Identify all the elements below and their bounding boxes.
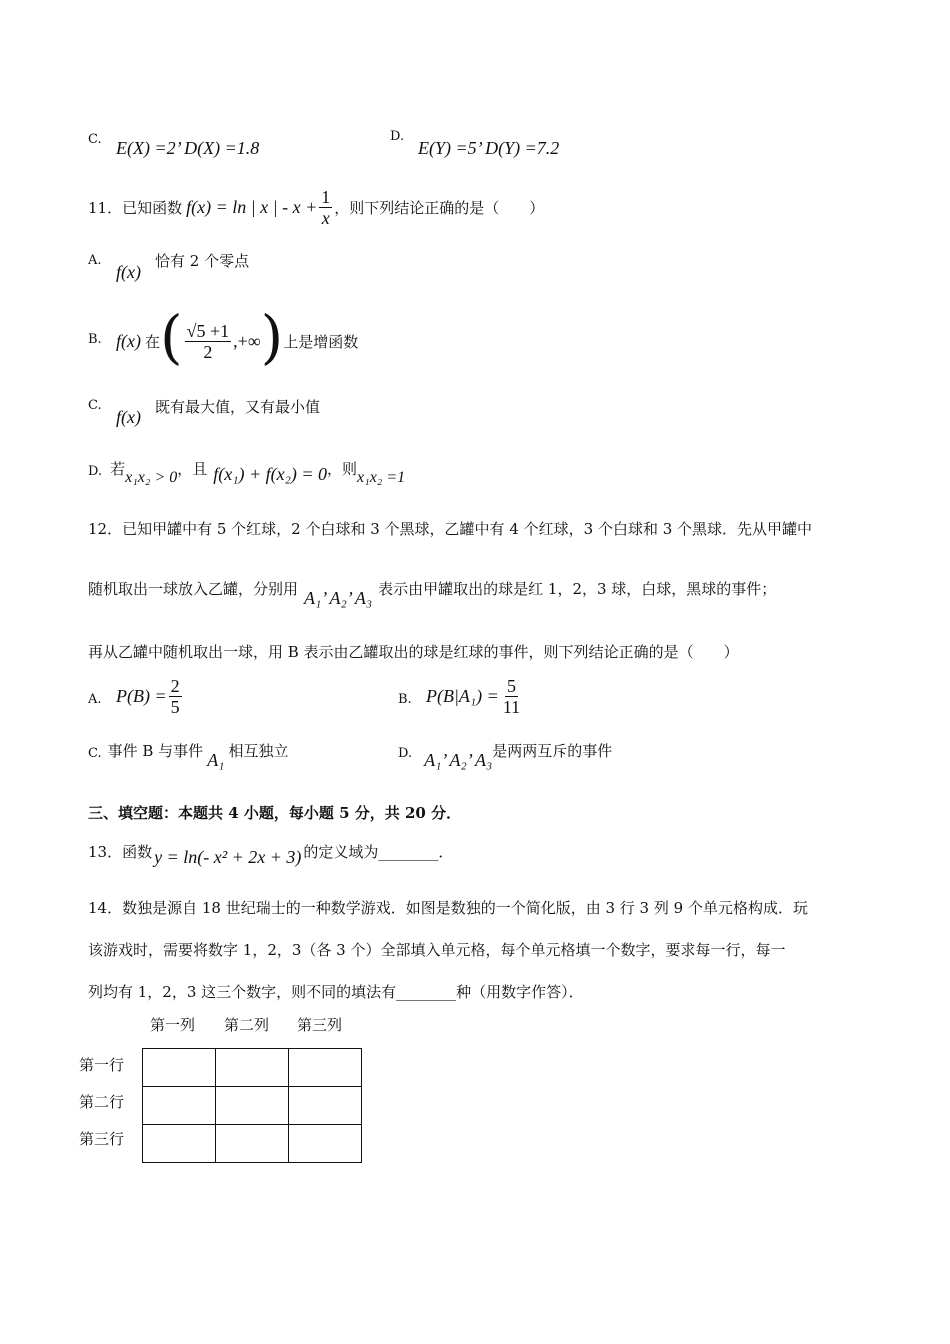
q11-d-label: D. [88,464,103,479]
q11-b-fraction [185,321,232,362]
grid-cell [143,1087,216,1125]
q11-b-text: 上是增函数 [283,332,359,351]
q10-d-formula: E(Y) =5’ D(Y) =7.2 [418,138,560,158]
q11-stem-pre: 11．已知函数 [88,199,183,217]
col-header-1: 第一列 [150,1016,196,1034]
q12-d-post: 是两两互斥的事件 [492,742,613,760]
q13-content [88,841,454,867]
q12-c-label: C. [88,746,102,761]
q14-line1: 14．数独是源自 18 世纪瑞士的一种数学游戏．如图是数独的一个简化版，由 3 行 3 列 9 个单元格构成．玩 [88,899,808,917]
q10-c-formula: E(X) =2’ D(X) =1.8 [116,138,260,158]
grid-cell [143,1125,216,1163]
q12-b-content [426,676,524,717]
row-header-2: 第二行 [79,1093,125,1111]
q12-b-fraction [501,676,522,717]
q12-b-num: 5 [507,676,516,696]
q11-b-zai: 在 [144,332,160,351]
grid-cell [289,1049,362,1087]
sudoku-grid [142,1048,362,1163]
q12-a-num: 2 [170,676,180,696]
q12-b-label: B. [398,692,412,707]
q13-math: y = ln(- x² + 2x + 3) [154,847,302,867]
q12-c-post: 相互独立 [228,742,289,760]
q11-d-eq: f(x₁) + f(x₂) = 0 [213,464,328,484]
q10-c-label: C. [88,132,102,147]
q14-line3: 列均有 1，2，3 这三个数字，则不同的填法有________种（用数字作答）． [88,983,584,1001]
q12-line2 [88,578,777,608]
q13-post: 的定义域为________． [303,843,454,861]
q11-fraction [319,187,332,228]
q12-line1: 12．已知甲罐中有 5 个红球，2 个白球和 3 个黑球，乙罐中有 4 个红球，3 个白球和 3 个黑球．先从甲罐中 [88,520,813,538]
q14-line2: 该游戏时，需要将数字 1，2，3（各 3 个）全部填入单元格，每个单元格填一个数字，要求每一行，每一 [88,941,786,959]
row-header-1: 第一行 [79,1056,125,1074]
q12-c-text: 事件 B 与事件 [107,742,204,760]
grid-row [143,1125,362,1163]
q11-c-math: f(x) [116,407,141,427]
q11-d-qie: ，且 [177,460,208,478]
grid-cell [216,1087,289,1125]
q11-a-math: f(x) [116,262,141,282]
q12-b-math: P(B|A₁) = [426,686,499,706]
section-title: 三、填空题：本题共 4 小题，每小题 5 分，共 20 分． [88,804,462,822]
col-header-3: 第三列 [297,1016,343,1034]
q12-d-content [398,740,613,770]
q11-a-label: A. [88,253,102,268]
q12-line3: 再从乙罐中随机取出一球，用 B 表示由乙罐取出的球是红球的事件，则下列结论正确的是（ ） [88,643,739,661]
q12-c-content [88,740,289,770]
q11-frac-den: x [321,208,330,228]
q11-d-cond: x₁x₂ > 0 [125,469,178,486]
grid-cell [216,1049,289,1087]
grid-cell [289,1087,362,1125]
q11-stem-post: ，则下列结论正确的是（ ） [334,199,545,217]
q11-b-left-paren: ( [160,303,183,371]
q12-line2-pre: 随机取出一球放入乙罐，分别用 [88,580,299,598]
q12-b-den: 11 [502,697,521,717]
q11-frac-num: 1 [321,187,331,207]
q12-a-fraction [169,676,182,717]
q11-c-text: 既有最大值，又有最小值 [155,398,321,416]
q12-d-math: A₁’ A₂’ A₃ [424,750,493,770]
q12-a-content [116,676,184,717]
grid-cell [289,1125,362,1163]
q11-b-den: 2 [203,341,213,362]
q11-b-content [116,303,359,371]
q11-d-content [88,458,406,486]
q12-c-math: A₁ [207,750,225,770]
row-header-3: 第三行 [79,1130,125,1148]
grid-cell [143,1049,216,1087]
grid-row [143,1087,362,1125]
q11-function: f(x) = ln | x | - x + [186,197,318,217]
q11-a-text: 恰有 2 个零点 [155,252,250,270]
grid-cell [216,1125,289,1163]
q11-c-label: C. [88,398,102,413]
q11-stem [88,187,544,228]
q11-d-ze: ，则 [327,460,358,478]
q11-b-num: √5 +1 [186,320,230,341]
q12-d-label: D. [398,746,413,761]
grid-row [143,1049,362,1087]
col-header-2: 第二列 [224,1016,270,1034]
q12-line2-post: 表示由甲罐取出的球是红 1，2，3 球，白球，黑球的事件； [378,580,777,598]
q12-line2-math: A₁’ A₂’ A₃ [304,588,373,608]
q11-b-math: f(x) [116,330,141,351]
q11-b-right-paren: ) [260,303,284,371]
q13-pre: 13．函数 [88,843,153,861]
q11-d-ruo: 若 [110,460,126,478]
q10-d-label: D. [390,129,405,144]
q12-a-den: 5 [170,697,180,717]
q12-a-math: P(B) = [116,686,167,706]
q11-b-label: B. [88,332,102,347]
q11-b-inf: ,+∞ [233,330,261,351]
q11-d-res: x₁x₂ =1 [357,469,406,486]
q12-a-label: A. [88,692,102,707]
